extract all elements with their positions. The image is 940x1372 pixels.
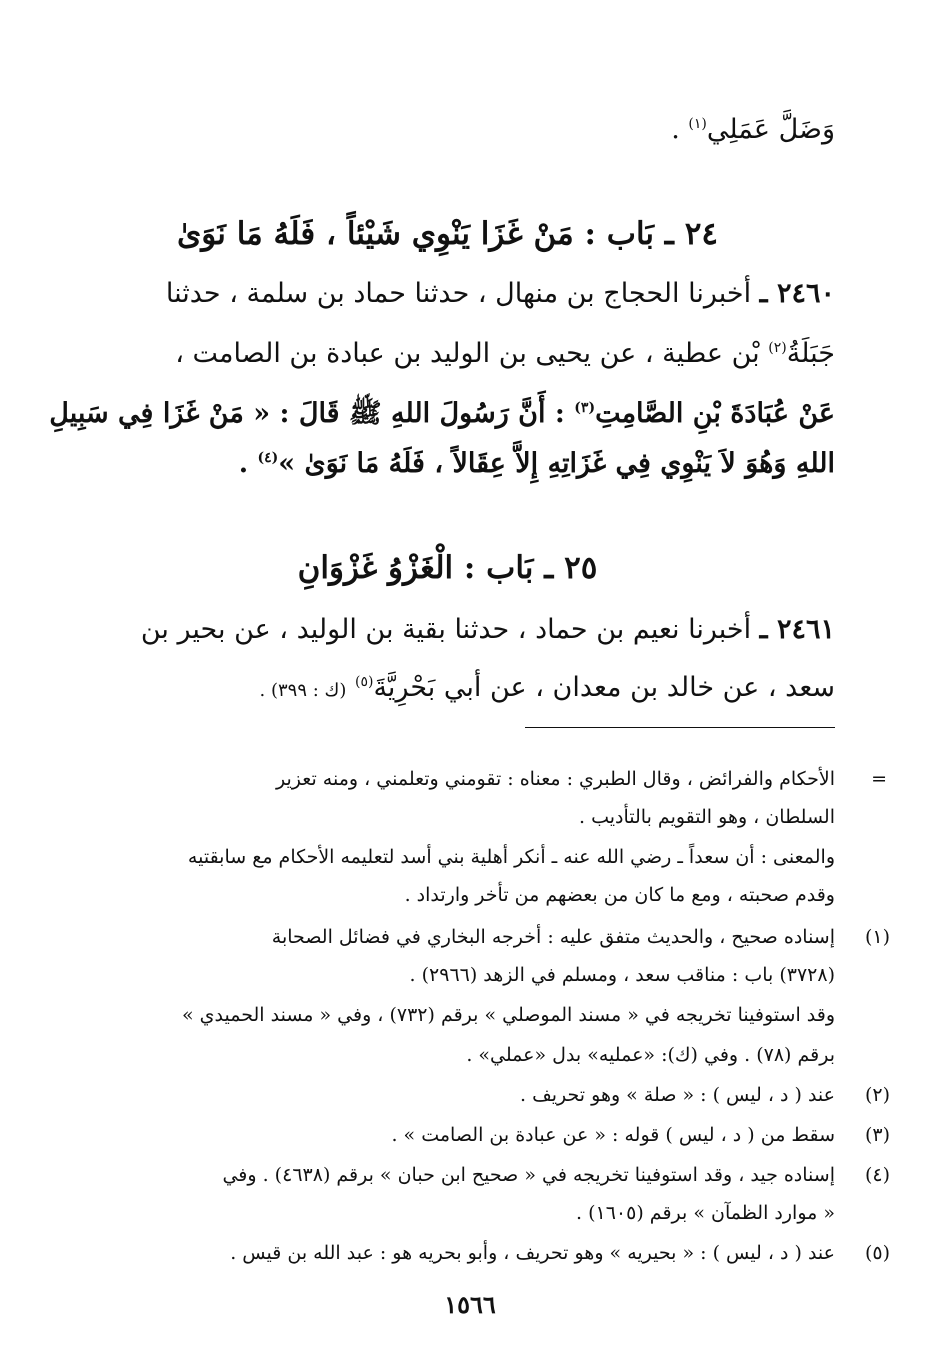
footnote-4-line-2: « موارد الظمآن » برقم (١٦٠٥) . <box>576 1202 835 1224</box>
footnote-4-line-1 <box>60 1160 890 1190</box>
text: إسناده جيد ، وقد استوفينا تخريجه في « صحيح ابن حبان » برقم (٤٦٣٨) . وفي <box>222 1164 835 1186</box>
footnote-number: (١) <box>864 926 890 948</box>
text: بْن عطية ، عن يحيى بن الوليد بن عبادة بن الصامت ، <box>175 338 760 369</box>
footnote-separator <box>525 727 835 728</box>
text: إسناده صحيح ، والحديث متفق عليه : أخرجه البخاري في فضائل الصحابة <box>271 926 835 948</box>
footnote-number: (٥) <box>864 1242 890 1264</box>
text: أخبرنا نعيم بن حماد ، حدثنا بقية بن الوليد ، عن بحير بن <box>140 614 752 645</box>
text: سقط من ( د ، ليس ) قوله : « عن عبادة بن الصامت » . <box>391 1124 835 1146</box>
hadith-2460-line-1 <box>60 276 835 312</box>
hadith-number: ٢٤٦٠ ـ <box>759 278 835 309</box>
footnote-ref: (٤) <box>257 450 279 466</box>
text: سعد ، عن خالد بن معدان ، عن أبي بَحْرِيَّةَ <box>373 672 835 703</box>
footnote-cont-line-4: وقدم صحبته ، ومع ما كان من بعضهم من تأخر وارتداد . <box>404 884 835 906</box>
footnote-number: (٤) <box>864 1164 890 1186</box>
text: الأحكام والفرائض ، وقال الطبري : معناه : تقومني وتعلمني ، ومنه تعزير <box>276 768 835 790</box>
footnote-ref: (٢) <box>768 340 787 356</box>
text: وَضَلَّ عَمَلِي <box>706 114 835 145</box>
footnote-1-line-3: وقد استوفينا تخريجه في « مسند الموصلي » برقم (٧٣٢) ، وفي « مسند الحميدي » <box>182 1004 835 1026</box>
footnote-number: (٢) <box>864 1084 890 1106</box>
section-25-title: ٢٥ ـ بَاب : الْغَزْوُ غَزْوَانِ <box>297 550 598 586</box>
document-page <box>49 0 890 1372</box>
hadith-number: ٢٤٦١ ـ <box>759 614 835 645</box>
text: : أَنَّ رَسُولَ اللهِ ﷺ قَالَ : « مَنْ غَزَا فِي سَبِيلِ <box>49 398 565 429</box>
footnote-cont-line-1 <box>60 764 887 794</box>
footnote-ref: (٥) <box>354 674 374 690</box>
hadith-2460-line-4: اللهِ وَهُوَ لاَ يَنْوِي فِي غَزَاتِهِ إِلاَّ عِقَالاً ، فَلَهُ مَا نَوَىٰ »$^{(٤)}$ . <box>238 448 835 479</box>
footnote-3 <box>60 1120 890 1150</box>
footnote-1-line-4: برقم (٧٨) . وفي (ك): «عمليه» بدل «عملي» . <box>466 1044 835 1066</box>
hadith-2461-line-2 <box>60 664 835 709</box>
footnote-ref: (١) <box>688 116 707 132</box>
footnote-1-line-1 <box>60 922 890 952</box>
continuation-marker: = <box>871 768 887 790</box>
text: عند ( د ، ليس ) : « بحيريه » وهو تحريف ، وأبو بحريه هو : عبد الله بن قيس . <box>230 1242 835 1264</box>
hadith-2460-line-3 <box>49 390 835 432</box>
hadith-2460-line-2 <box>60 330 835 372</box>
footnote-1-line-2: (٣٧٢٨) باب : مناقب سعد ، ومسلم في الزهد (٢٩٦٦) . <box>409 964 835 986</box>
footnote-number: (٣) <box>864 1124 890 1146</box>
text: أخبرنا الحجاج بن منهال ، حدثنا حماد بن سلمة ، حدثنا <box>165 278 752 309</box>
footnote-2 <box>60 1080 890 1110</box>
hadith-2461-line-1 <box>60 612 835 648</box>
text: عند ( د ، ليس ) : « صلة » وهو تحريف . <box>520 1084 835 1106</box>
text: اللهِ وَهُوَ لاَ يَنْوِي فِي غَزَاتِهِ إِلاَّ عِقَالاً ، فَلَهُ مَا نَوَىٰ » <box>278 448 835 479</box>
footnote-ref: (٣) <box>574 400 596 416</box>
section-24-title: ٢٤ ـ بَاب : مَنْ غَزَا يَنْوِي شَيْئاً ، فَلَهُ مَا نَوَىٰ <box>177 216 718 252</box>
text: عَنْ عُبَادَةَ بْنِ الصَّامِتِ <box>595 398 835 429</box>
text: جَبَلَةُ <box>786 338 835 369</box>
footnote-cont-line-3: والمعنى : أن سعداً ـ رضي الله عنه ـ أنكر أهلية بني أسد لتعليمه الأحكام مع سابقتيه <box>187 846 835 868</box>
page-ref: (ك : ٣٩٩) . <box>259 680 347 701</box>
top-line: وَضَلَّ عَمَلِي$^{(١)}$ . <box>671 114 835 145</box>
footnote-5 <box>60 1238 890 1268</box>
footnote-cont-line-2: السلطان ، وهو التقويم بالتأديب . <box>579 806 835 828</box>
page-number: ١٥٦٦ <box>444 1290 496 1319</box>
